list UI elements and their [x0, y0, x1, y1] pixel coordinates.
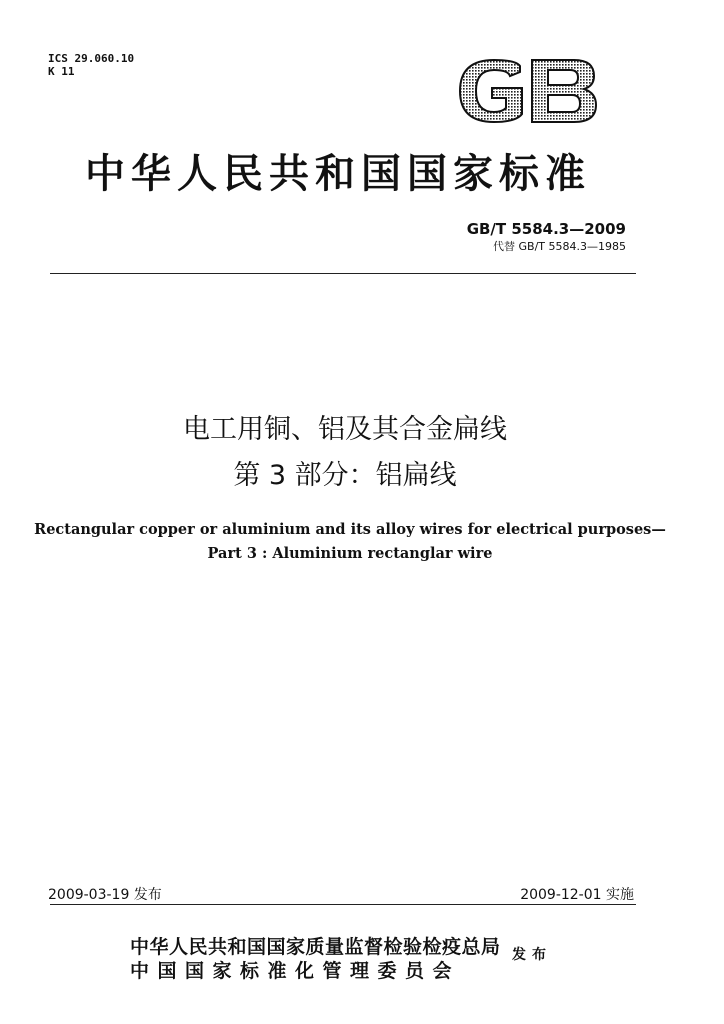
publish-label: 发布 — [512, 947, 552, 963]
replaced-standard: 代替 GB/T 5584.3—1985 — [493, 240, 626, 253]
title-en-line1: Rectangular copper or aluminium and its alloy wires for electrical purposes— — [34, 521, 666, 538]
issue-date: 2009-03-19 发布 — [48, 887, 162, 903]
gb-logo-graphic — [454, 58, 600, 124]
ics-code: ICS 29.060.10 — [48, 52, 135, 65]
ccs-code: K 11 — [48, 65, 75, 78]
title-cn-line1: 电工用铜、铝及其合金扁线 — [183, 414, 507, 445]
bottom-divider — [50, 904, 636, 905]
title-en-line2: Part 3 : Aluminium rectanglar wire — [207, 545, 493, 562]
standard-number: GB/T 5584.3—2009 — [466, 220, 626, 238]
national-standard-heading: 中华人民共和国国家标准 — [85, 150, 591, 197]
effective-date: 2009-12-01 实施 — [520, 887, 634, 903]
ics-classification — [48, 52, 134, 78]
gb-logo — [454, 58, 600, 124]
issuer-line1: 中华人民共和国国家质量监督检验检疫总局 — [130, 936, 501, 958]
issuer-line2: 中国国家标准化管理委员会 — [130, 960, 461, 982]
title-cn-line2: 第 3 部分：铝扁线 — [233, 460, 457, 491]
top-divider — [50, 273, 636, 274]
